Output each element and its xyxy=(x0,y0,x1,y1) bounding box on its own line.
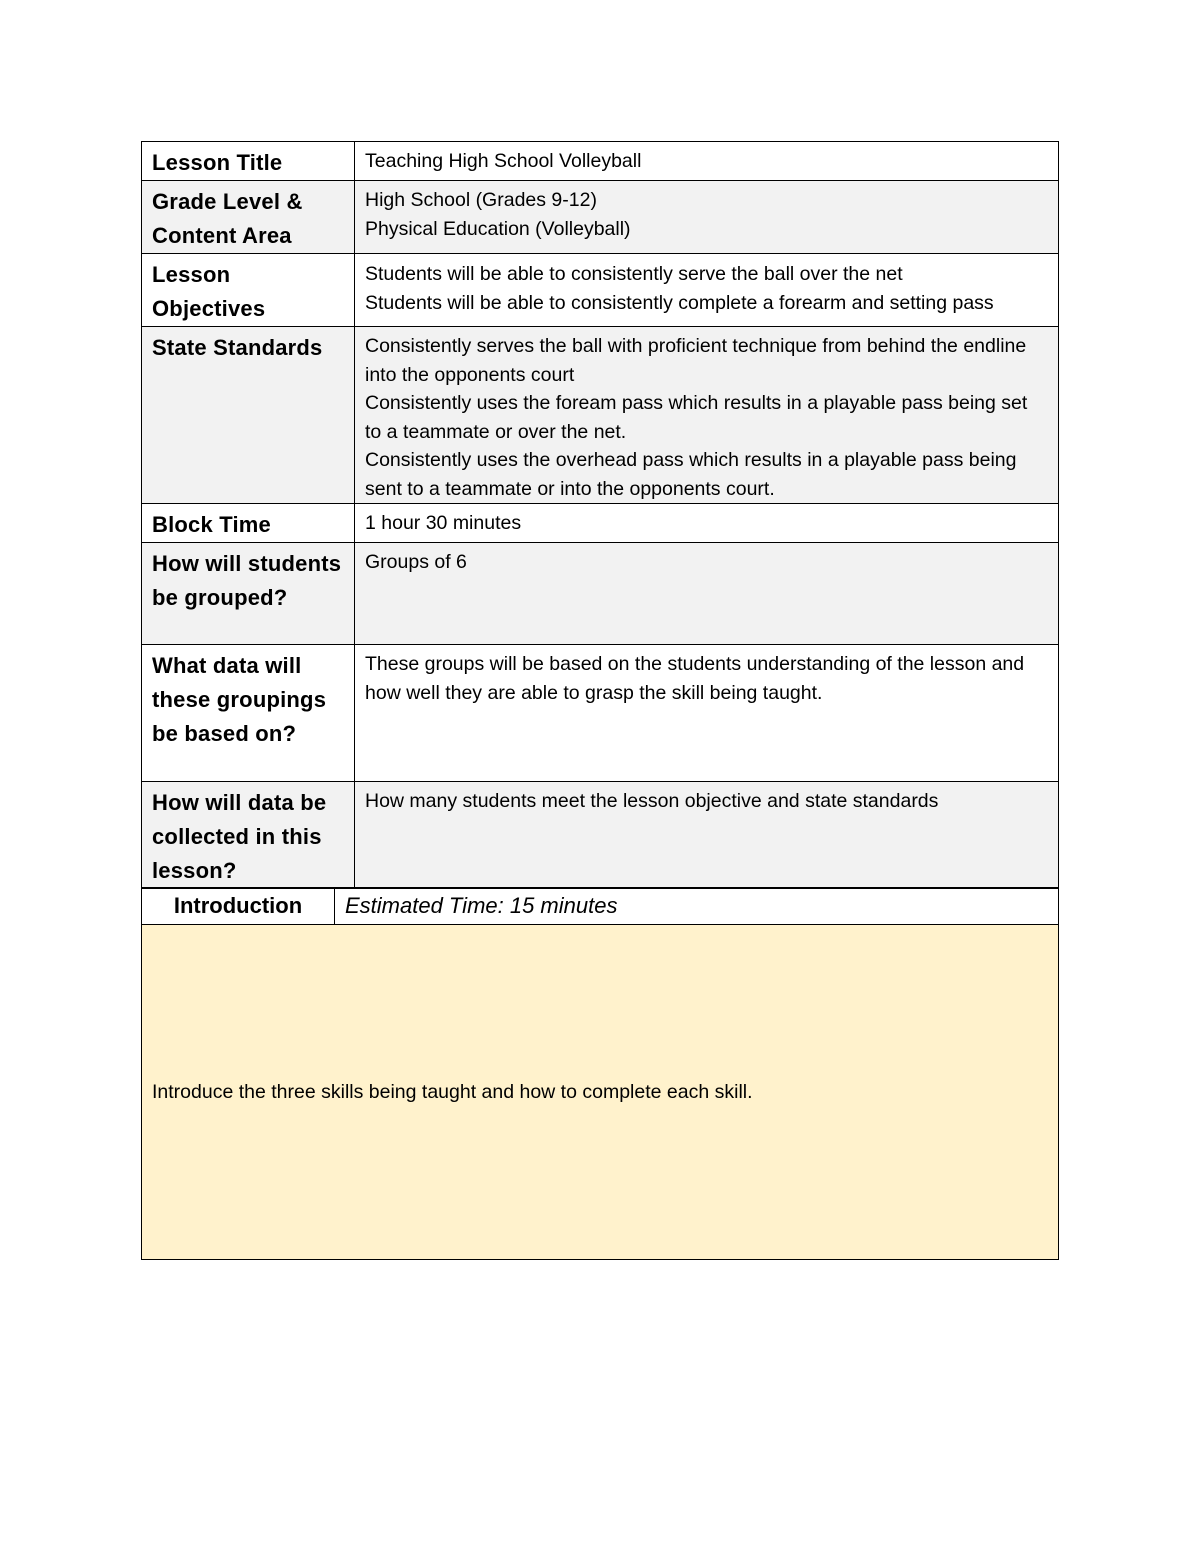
value-line: These groups will be based on the students understanding of the lesson and how well they are able to grasp the skill being taught. xyxy=(365,653,1025,704)
introduction-table xyxy=(141,887,1059,1260)
estimated-time: Estimated Time: 15 minutes xyxy=(335,888,1059,925)
row-label-grouping: How will students be grouped? xyxy=(142,543,355,645)
row-value-block-time xyxy=(355,504,1059,543)
table-row xyxy=(142,142,1059,181)
value-line: Groups of 6 xyxy=(365,551,467,573)
lesson-info-table xyxy=(141,141,1059,889)
table-row xyxy=(142,645,1059,782)
row-label-data-collection: How will data be collected in this lesson? xyxy=(142,782,355,889)
value-line: Consistently uses the foream pass which results in a playable pass being set to a teammate or over the net. xyxy=(365,392,1028,443)
row-label-lesson-title: Lesson Title xyxy=(142,142,355,181)
row-label-state-standards: State Standards xyxy=(142,327,355,504)
table-row xyxy=(142,254,1059,327)
row-value-data-collection xyxy=(355,782,1059,889)
value-line: Teaching High School Volleyball xyxy=(365,150,642,172)
introduction-heading: Introduction xyxy=(142,888,335,925)
value-line: 1 hour 30 minutes xyxy=(365,512,522,534)
row-label-grade-level: Grade Level & Content Area xyxy=(142,181,355,254)
row-label-grouping-data: What data will these groupings be based on? xyxy=(142,645,355,782)
table-row xyxy=(142,327,1059,504)
row-value-lesson-objectives xyxy=(355,254,1059,327)
value-line: High School (Grades 9-12) xyxy=(365,189,597,211)
row-label-block-time: Block Time xyxy=(142,504,355,543)
row-value-grade-level xyxy=(355,181,1059,254)
table-row xyxy=(142,504,1059,543)
value-line: Consistently uses the overhead pass which results in a playable pass being sent to a teammate or into the opponents court. xyxy=(365,449,1017,500)
row-value-grouping xyxy=(355,543,1059,645)
value-line: Students will be able to consistently serve the ball over the net xyxy=(365,263,903,285)
table-row xyxy=(142,925,1059,1260)
value-line: Consistently serves the ball with proficient technique from behind the endline into the opponents court xyxy=(365,335,1027,386)
row-value-state-standards xyxy=(355,327,1059,504)
introduction-body: Introduce the three skills being taught and how to complete each skill. xyxy=(142,925,1059,1260)
table-row xyxy=(142,543,1059,645)
value-line: Physical Education (Volleyball) xyxy=(365,217,631,240)
row-value-lesson-title xyxy=(355,142,1059,181)
row-value-grouping-data xyxy=(355,645,1059,782)
table-row xyxy=(142,782,1059,889)
value-line: How many students meet the lesson objective and state standards xyxy=(365,790,939,812)
row-label-lesson-objectives: Lesson Objectives xyxy=(142,254,355,327)
table-row xyxy=(142,181,1059,254)
table-row xyxy=(142,888,1059,925)
value-line: Students will be able to consistently complete a forearm and setting pass xyxy=(365,291,994,314)
